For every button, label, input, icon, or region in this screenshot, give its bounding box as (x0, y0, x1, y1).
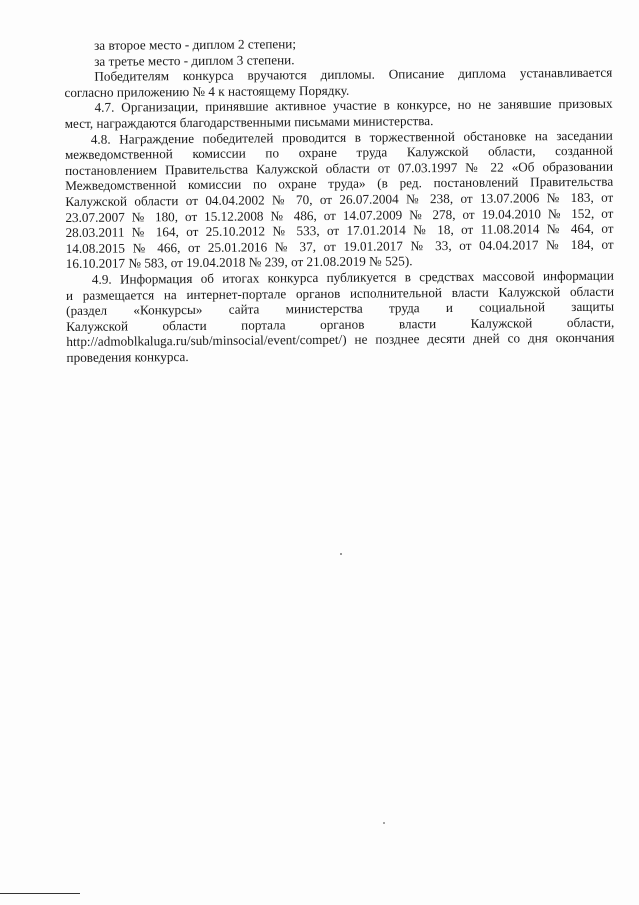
text-line: Калужской области от 04.04.2002 № 70, от 26.07.2004 № 238, от 13.07.2006 № 183, от (65, 189, 614, 209)
scan-edge-line (0, 893, 80, 894)
text-line: 4.7. Организации, принявшие активное участие в конкурсе, но не занявшие призовых (94, 96, 613, 116)
text-line: (раздел «Конкурсы» сайта министерства труда и социальной защиты (66, 298, 615, 319)
document-text (64, 34, 615, 366)
text-line: 23.07.2007 № 180, от 15.12.2008 № 486, от 14.07.2009 № 278, от 19.04.2010 № 152, от (65, 205, 614, 225)
text-line: Победителям конкурса вручаются дипломы. Описание диплома устанавливается (94, 64, 613, 84)
text-line: межведомственной комиссии по охране труда Калужской области, созданной (64, 142, 613, 163)
text-line: 16.10.2017 № 583, от 19.04.2018 № 239, от 21.08.2019 № 525). (65, 253, 413, 272)
text-line: 4.9. Информация об итогах конкурса публикуется в средствах массовой информации (91, 267, 614, 287)
scan-speck (340, 553, 342, 555)
scan-speck (383, 822, 385, 824)
text-line: за третье место - диплом 3 степени. (94, 51, 295, 69)
text-line: http://admoblkaluga.ru/sub/minsocial/event/compet/) не позднее десяти дней со дня окончания (66, 329, 615, 350)
text-line: 4.8. Награждение победителей проводится в торжественной обстановке на заседании (90, 127, 613, 147)
text-line: мест, награждаются благодарственными письмами министерства. (64, 113, 434, 131)
text-line: 28.03.2011 № 164, от 25.10.2012 № 533, от 17.01.2014 № 18, от 11.08.2014 № 464, от (65, 220, 614, 241)
text-line: Межведомственной комиссии по охране труда» (в ред. постановлений Правительства (65, 174, 614, 194)
text-line: постановлением Правительства Калужской области от 07.03.1997 № 22 «Об образовании (64, 158, 614, 178)
text-line: и размещается на интернет-портале органов исполнительной власти Калужской области (65, 283, 615, 303)
text-line: за второе место - диплом 2 степени; (93, 36, 297, 53)
text-line: Калужской области портала органов власти Калужской области, (66, 314, 615, 334)
text-line: 14.08.2015 № 466, от 25.01.2016 № 37, от 19.01.2017 № 33, от 04.04.2017 № 184, от (65, 236, 614, 256)
text-line: проведения конкурса. (66, 348, 189, 365)
text-line: согласно приложению № 4 к настоящему Порядку. (64, 82, 350, 100)
